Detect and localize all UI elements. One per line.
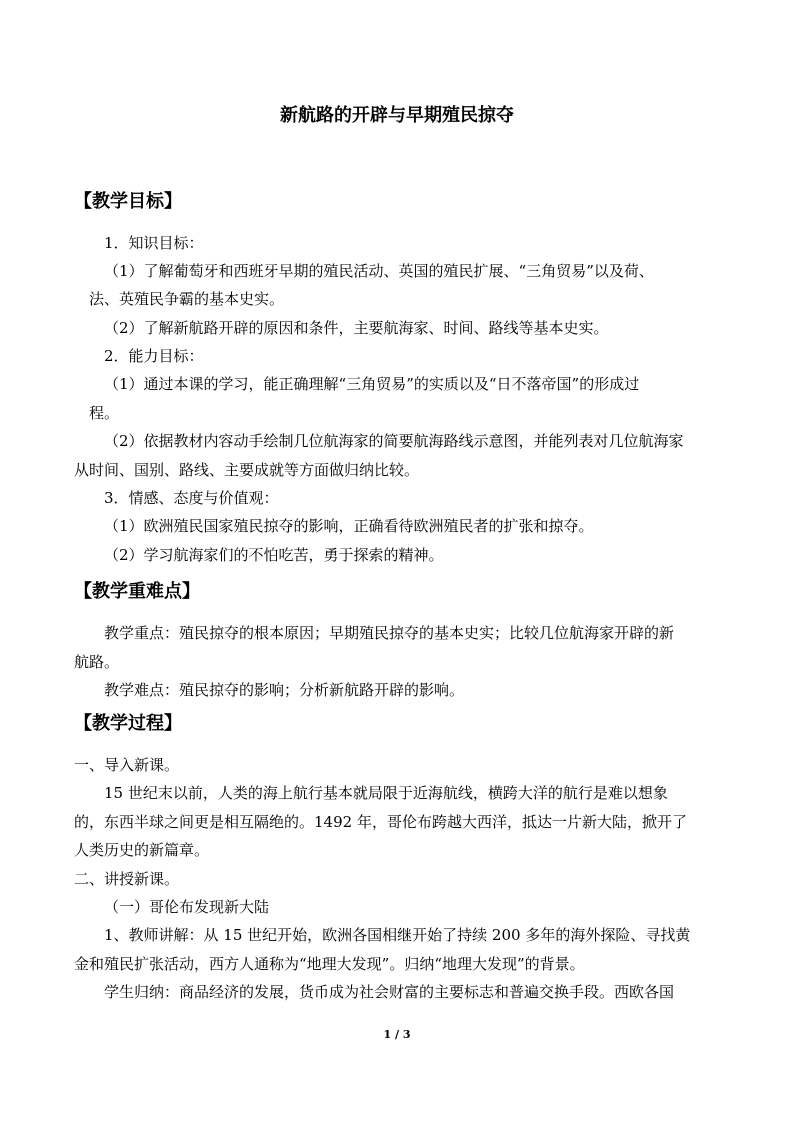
knowledge-goal-2: （2）了解新航路开辟的原因和条件，主要航海家、时间、路线等基本史实。 xyxy=(104,319,609,337)
heading-process: 【教学过程】 xyxy=(74,713,182,734)
emotion-goal-2: （2）学习航海家们的不怕吃苦，勇于探索的精神。 xyxy=(104,546,444,564)
intro-paragraph-line-3: 人类历史的新篇章。 xyxy=(74,841,210,859)
ability-goal-2-line-2: 从时间、国别、路线、主要成就等方面做归纳比较。 xyxy=(74,461,420,479)
teaching-focus-line-2: 航路。 xyxy=(74,653,120,671)
emotion-goal-1: （1）欧洲殖民国家殖民掠夺的影响，正确看待欧洲殖民者的扩张和掠夺。 xyxy=(104,517,594,535)
subsection-columbus: （一）哥伦布发现新大陆 xyxy=(104,898,270,916)
intro-paragraph-line-1: 15 世纪末以前，人类的海上航行基本就局限于近海航线，横跨大洋的航行是难以想象 xyxy=(104,784,668,802)
page-number: 1 / 3 xyxy=(383,1028,411,1041)
emotion-goal-label: 3．情感、态度与价值观： xyxy=(104,489,279,507)
knowledge-goal-1-line-2: 法、英殖民争霸的基本史实。 xyxy=(89,290,285,308)
heading-objectives: 【教学目标】 xyxy=(74,191,182,212)
ability-goal-label: 2．能力目标： xyxy=(104,347,204,365)
knowledge-goal-label: 1．知识目标： xyxy=(104,234,204,252)
heading-key-points: 【教学重难点】 xyxy=(74,581,200,602)
lecture-label: 二、讲授新课。 xyxy=(74,870,180,888)
ability-goal-1-line-2: 程。 xyxy=(89,404,120,422)
teaching-focus-line-1: 教学重点：殖民掠夺的根本原因；早期殖民掠夺的基本史实；比较几位航海家开辟的新 xyxy=(104,624,675,642)
intro-label: 一、导入新课。 xyxy=(74,756,180,774)
student-summary-line-1: 学生归纳：商品经济的发展，货币成为社会财富的主要标志和普遍交换手段。西欧各国 xyxy=(104,983,675,1001)
ability-goal-2-line-1: （2）依据教材内容动手绘制几位航海家的简要航海路线示意图，并能列表对几位航海家 xyxy=(104,432,684,450)
teacher-lecture-line-2: 金和殖民扩张活动，西方人通称为“地理大发现”。归纳“地理大发现”的背景。 xyxy=(74,955,585,973)
teacher-lecture-line-1: 1、教师讲解：从 15 世纪开始，欧洲各国相继开始了持续 200 多年的海外探险、寻找黄 xyxy=(104,926,691,944)
intro-paragraph-line-2: 的，东西半球之间更是相互隔绝的。1492 年，哥伦布跨越大西洋，抵达一片新大陆，掀开了 xyxy=(74,813,687,831)
document-title: 新航路的开辟与早期殖民掠夺 xyxy=(280,105,514,126)
knowledge-goal-1-line-1: （1）了解葡萄牙和西班牙早期的殖民活动、英国的殖民扩展、“三角贸易”以及荷、 xyxy=(104,262,654,280)
teaching-difficulty: 教学难点：殖民掠夺的影响；分析新航路开辟的影响。 xyxy=(104,681,465,699)
ability-goal-1-line-1: （1）通过本课的学习，能正确理解“三角贸易”的实质以及“日不落帝国”的形成过 xyxy=(104,375,640,393)
